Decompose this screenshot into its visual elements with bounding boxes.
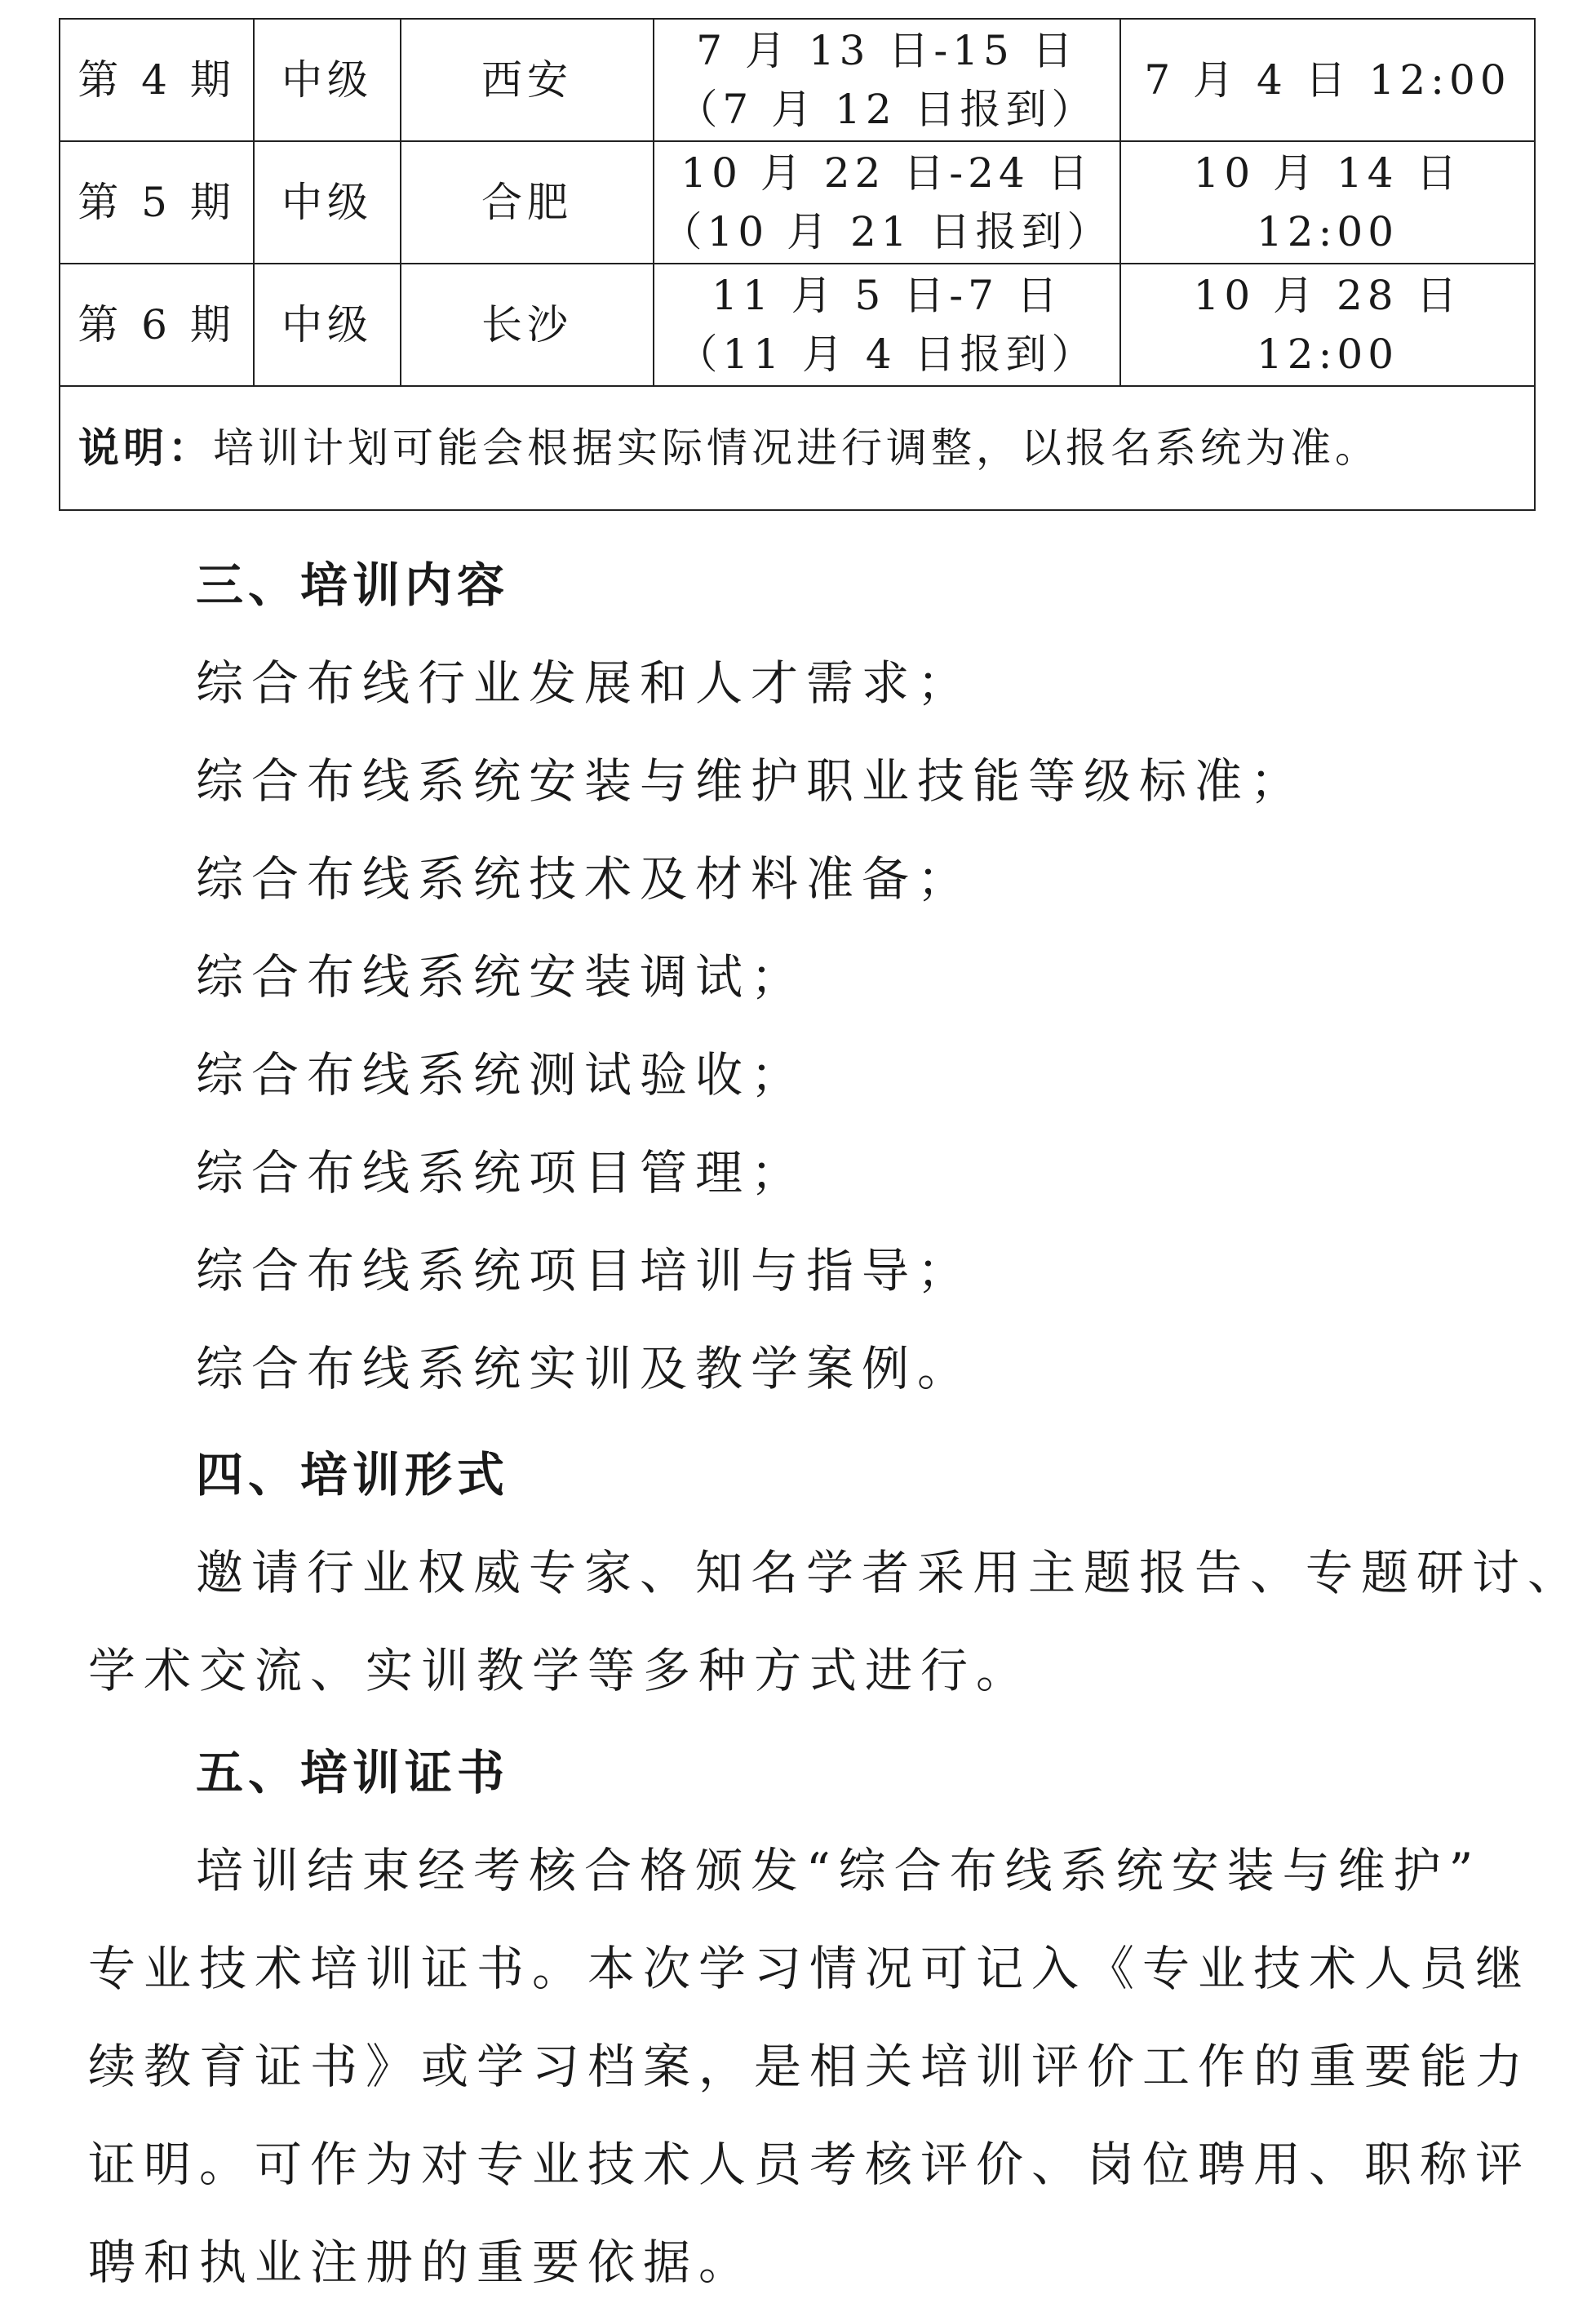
paragraph-line: 邀请行业权威专家、知名学者采用主题报告、专题研讨、 [196, 1545, 1584, 1600]
note-cell [60, 386, 1535, 510]
table-row [60, 141, 1535, 264]
level-cell: 中级 [254, 264, 401, 386]
period-cell: 第 4 期 [60, 19, 254, 141]
paragraph-line: 证明。可作为对专业技术人员考核评价、岗位聘用、职称评 [88, 2137, 1532, 2192]
paragraph-line: 续教育证书》或学习档案，是相关培训评价工作的重要能力 [88, 2039, 1532, 2094]
paragraph-line: 聘和执业注册的重要依据。 [88, 2235, 755, 2290]
section-heading-format: 四、培训形式 [196, 1447, 510, 1502]
content-item: 综合布线系统测试验收； [196, 1047, 807, 1103]
report-date: （10 月 21 日报到） [661, 208, 1113, 255]
report-date: （7 月 12 日报到） [676, 86, 1097, 133]
content-item: 综合布线行业发展和人才需求； [196, 655, 973, 711]
deadline-cell: 7 月 4 日 12:00 [1120, 19, 1535, 141]
note-row [60, 386, 1535, 510]
dates-cell [654, 141, 1120, 264]
deadline-cell: 10 月 14 日 12:00 [1120, 141, 1535, 264]
period-cell: 第 6 期 [60, 264, 254, 386]
note-label: 说明： [78, 424, 213, 472]
training-schedule-table [59, 18, 1536, 511]
city-cell: 长沙 [401, 264, 654, 386]
note-text: 培训计划可能会根据实际情况进行调整，以报名系统为准。 [213, 424, 1380, 472]
training-dates: 7 月 13 日-15 日 [696, 27, 1078, 74]
paragraph-line: 学术交流、实训教学等多种方式进行。 [88, 1643, 1032, 1698]
training-dates: 10 月 22 日-24 日 [681, 149, 1093, 197]
city-cell: 合肥 [401, 141, 654, 264]
training-dates: 11 月 5 日-7 日 [712, 272, 1062, 319]
content-item: 综合布线系统安装调试； [196, 949, 807, 1005]
section-heading-content: 三、培训内容 [196, 557, 510, 613]
report-date: （11 月 4 日报到） [676, 331, 1097, 378]
content-item: 综合布线系统技术及材料准备； [196, 851, 973, 907]
paragraph-line: 培训结束经考核合格颁发“综合布线系统安装与维护” [196, 1843, 1482, 1898]
dates-cell [654, 19, 1120, 141]
level-cell: 中级 [254, 141, 401, 264]
paragraph-line: 专业技术培训证书。本次学习情况可记入《专业技术人员继 [88, 1941, 1532, 1996]
content-item: 综合布线系统安装与维护职业技能等级标准； [196, 753, 1306, 809]
table-row [60, 19, 1535, 141]
city-cell: 西安 [401, 19, 654, 141]
content-item: 综合布线系统项目管理； [196, 1145, 807, 1201]
table-row [60, 264, 1535, 386]
deadline-cell: 10 月 28 日 12:00 [1120, 264, 1535, 386]
dates-cell [654, 264, 1120, 386]
period-cell: 第 5 期 [60, 141, 254, 264]
content-item: 综合布线系统项目培训与指导； [196, 1243, 973, 1298]
content-item: 综合布线系统实训及教学案例。 [196, 1341, 973, 1396]
section-heading-certificate: 五、培训证书 [196, 1745, 510, 1800]
level-cell: 中级 [254, 19, 401, 141]
